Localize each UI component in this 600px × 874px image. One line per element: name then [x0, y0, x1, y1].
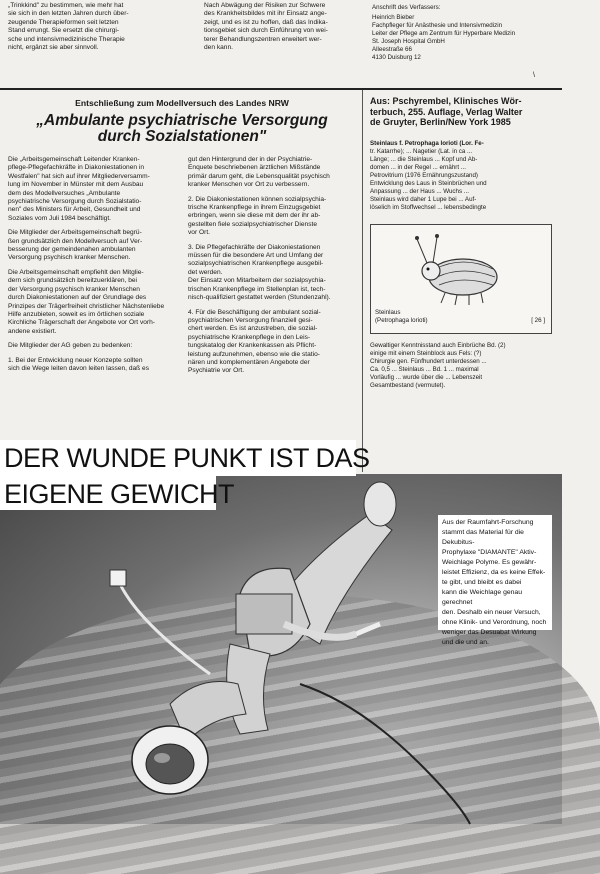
- blurb-line: leistet Effizienz, da es keine Effek-: [442, 569, 546, 576]
- article-line: Prinzipes der Trägerfreiheit christlicher Nächstenliebe: [8, 302, 165, 310]
- top-col1-line: nicht, ergänzt sie aber sinnvoll.: [8, 44, 99, 52]
- article-line: 4. Für die Beschäftigung der ambulant sozial-: [188, 308, 321, 316]
- article: [8, 98, 356, 472]
- sidebar-heading-line: de Gruyter, Berlin/New York 1985: [370, 117, 511, 128]
- article-line: pflege-Pflegefachkräfte in Diakoniestationen in: [8, 164, 144, 172]
- article-line: besserung der gemeindenahen ambulanten: [8, 246, 136, 254]
- figure-caption-line-1: Steinlaus: [375, 308, 401, 316]
- article-line: psychiatrischen Versorgung finanziell gesi-: [188, 316, 313, 324]
- top-col2-line: den kann.: [204, 44, 233, 52]
- blurb-line: stammt das Material für die Dekubitus-: [442, 529, 524, 546]
- blurb-line: te gibt, und bleibt es dabei: [442, 579, 522, 586]
- blurb-line: Prophylaxe "DIAMANTE" Aktiv-: [442, 549, 537, 556]
- address-line: Fachpfleger für Anästhesie und Intensivmedizin: [372, 22, 503, 29]
- article-line: nisch-qualifiziert gestattet werden (Stundenzahl).: [188, 294, 331, 302]
- sidebar-heading-line: terbuch, 255. Auflage, Verlag Walter: [370, 106, 523, 117]
- sidebar-heading: [370, 96, 554, 128]
- article-line: nen" des Ministers für Arbeit, Gesundheit und: [8, 206, 141, 214]
- article-line: leistung aufzunehmen, ebenso wie die statio-: [188, 350, 320, 358]
- top-col2-line: terer Behandlungszentren erweitert wer-: [204, 35, 322, 43]
- article-line: psychiatrische Versorgung durch Sozialstatio-: [8, 198, 142, 206]
- article-line: Versorgung psychisch kranker Menschen.: [8, 254, 131, 262]
- article-line: sich die Wege leiten davon leiten lassen, daß es: [8, 364, 149, 372]
- top-col1-line: Stand errungt. Sie ersetzt die chirurgi-: [8, 27, 120, 35]
- article-line: Westfalen" hat sich auf ihrer Mitgliederversamm-: [8, 172, 150, 180]
- article-line: andene existiert.: [8, 327, 57, 335]
- address-line: Alleestraße 66: [372, 46, 412, 53]
- top-col2-line: tionsgebiet sich durch Einführung von wei-: [204, 27, 328, 35]
- address-line: 4130 Duisburg 12: [372, 54, 421, 61]
- sidebar-entry-line: Länge; ... die Steinlaus ... Kopf und Ab-: [370, 155, 478, 163]
- top-col1-line: sie sich in den letzten Jahren durch über-: [8, 10, 129, 18]
- blurb-line: den. Deshalb ein neuer Versuch,: [442, 609, 541, 616]
- sidebar-entry-line: Steinlaus wird daher 1 Lupe bei ... Auf-: [370, 195, 477, 203]
- top-col2-line: zeigt, und es ist zu hoffen, daß das Indika-: [204, 18, 328, 26]
- author-address: [372, 4, 552, 82]
- article-line: Die Arbeitsgemeinschaft empfiehlt den Mitglie-: [8, 268, 144, 276]
- article-line: primär darum geht, die Lebensqualität psychisch: [188, 172, 330, 180]
- feature-headline-line-2: EIGENE GEWICHT: [4, 479, 235, 509]
- feature-headline-line-1: DER WUNDE PUNKT IST DAS: [4, 443, 370, 473]
- blurb-line: Weichlage Polyme. Es gewähr-: [442, 559, 537, 566]
- sidebar-after-line: Gesamtbestand (vermutet).: [370, 381, 446, 389]
- article-title-line-2: durch Sozialstationen": [97, 128, 267, 145]
- steinlaus-figure: [370, 224, 552, 334]
- feature-blurb: [438, 515, 552, 646]
- article-line: gut den Hintergrund der in der Psychiatrie-: [188, 156, 313, 163]
- address-line: Heinrich Bieber: [372, 14, 415, 21]
- top-col2-line: des Krankheitsbildes mit ihr Einsatz ange-: [204, 10, 327, 18]
- article-line: 2. Die Diakoniestationen können sozialpsychia-: [188, 195, 327, 203]
- article-line: müssen für die besondere Art und Umfang der: [188, 252, 324, 260]
- page-mark: \: [533, 72, 535, 79]
- article-line: erbringen, wenn sie diese mit dem der ihr ab-: [188, 212, 321, 220]
- sidebar-entry: [370, 140, 554, 216]
- article-line: gestellten fiele sozialpsychiatrischer Dienste: [188, 220, 318, 228]
- address-title: Anschrift des Verfassers:: [372, 4, 441, 11]
- article-line: chert werden. Es ist anzustreben, die sozial-: [188, 325, 318, 333]
- sidebar-entry-line: Petrovitrium (1976 Ernährungszustand): [370, 171, 478, 179]
- article-line: der Versorgung psychisch kranker Menschen: [8, 285, 140, 293]
- sidebar-entry-line: Anpassung ... der Haus ... Wuchs ...: [370, 187, 469, 195]
- sidebar-heading-line: Aus: Pschyrembel, Klinisches Wör-: [370, 96, 522, 106]
- article-line: dem des Modellversuches „Ambulante: [8, 189, 121, 197]
- figure-number: [ 26 ]: [531, 316, 545, 324]
- sidebar: [370, 96, 554, 472]
- top-col1-line: „Trinkkind" zu bestimmen, wie mehr hat: [8, 2, 124, 9]
- sidebar-divider: [362, 90, 363, 472]
- feature-blurb-box: [438, 515, 552, 646]
- blurb-line: ohne Klinik- und Verordnung, noch: [442, 619, 547, 626]
- sidebar-after: [370, 342, 554, 398]
- article-line: Die Mitglieder der Arbeitsgemeinschaft begrü-: [8, 229, 142, 237]
- article-line: sozialpsychiatrischen Krankenpflege ausgebil-: [188, 260, 324, 268]
- top-column-2: [204, 2, 364, 82]
- address-line: Leiter der Pflege am Zentrum für Hyperbare Medizin: [372, 30, 516, 37]
- top-col1-line: zeugende Therapieformen seit letzten: [8, 18, 119, 26]
- sidebar-entry-line: Steinlaus f. Petrophaga lorioti (Lor. Fe-: [370, 139, 484, 147]
- sidebar-entry-line: Entwicklung des Laus in Steinbrüchen und: [370, 179, 487, 187]
- sidebar-entry-line: löselich im Stoffwechsel ... lebensbedingte: [370, 203, 487, 211]
- sidebar-entry-line: tr. Katarrhe); ... Nagetier (Lat. in ca ...: [370, 147, 473, 155]
- sidebar-after-line: Gewaltiger Kenntnisstand auch Einbrüche Bd. (2): [370, 341, 506, 349]
- article-line: ßen grundsätzlich den Modellversuch auf Ver-: [8, 237, 143, 245]
- figure-caption: [375, 309, 428, 325]
- article-column-1: [8, 156, 176, 472]
- article-line: Die Mitglieder der AG geben zu bedenken:: [8, 342, 133, 350]
- article-line: vor Ort.: [188, 229, 210, 237]
- article-line: Kirchliche Trägerschaft der Angebote vor Ort vorh-: [8, 319, 155, 327]
- article-line: tungskatalog der Krankenkassen als Pflicht-: [188, 342, 317, 350]
- address-line: St. Joseph Hospital GmbH: [372, 38, 445, 45]
- article-column-2: [188, 156, 356, 472]
- article-line: Psychiatrie vor Ort.: [188, 367, 245, 375]
- top-divider: [0, 88, 562, 90]
- article-line: Enquete beschriebenen ärztlichen Mißstände: [188, 164, 321, 172]
- article-line: lung im November in Münster mit dem Ausbau: [8, 181, 144, 189]
- article-line: nären und komplementären Angebote der: [188, 358, 310, 366]
- sidebar-after-line: Chirurgie gen. Fünfhundert unterdessen ...: [370, 357, 487, 365]
- top-column-1: [8, 2, 194, 82]
- article-line: 1. Bei der Entwicklung neuer Konzepte sollten: [8, 356, 143, 364]
- article-kicker: Entschließung zum Modellversuch des Landes NRW: [75, 98, 289, 108]
- article-line: Soziales vom Juli 1984 beschäftigt.: [8, 214, 111, 222]
- article-line: 3. Die Pflegefachkräfte der Diakoniestationen: [188, 243, 321, 251]
- figure-caption-line-2: (Petrophaga lorioti): [375, 316, 428, 324]
- steinlaus-illustration: [401, 229, 521, 309]
- article-title-line-1: „Ambulante psychiatrische Versorgung: [36, 112, 328, 129]
- article-line: det werden.: [188, 268, 223, 276]
- article-line: Hilfe anzubieten, soweit es im örtlichen soziale: [8, 310, 145, 318]
- article-line: trischen Krankenpflege im Stellenplan ist, tech-: [188, 285, 326, 293]
- top-col1-line: sche und intensivmedizinische Therapie: [8, 35, 125, 43]
- article-line: Der Einsatz von Mitarbeitern der sozialpsychia-: [188, 277, 326, 285]
- blurb-line: weniger das Desuabat Wirkung: [442, 629, 537, 636]
- article-line: psychiatrische Krankenpflege in den Leis-: [188, 333, 311, 341]
- article-line: trische Krankenpflege in ihrem Einzugsgebiet: [188, 204, 321, 212]
- sidebar-after-line: einige mit einem Steinblock aus Fels: (?): [370, 349, 482, 357]
- blurb-line: Aus der Raumfahrt-Forschung: [442, 519, 534, 526]
- sidebar-after-line: Ca. 0,5 ... Steinlaus ... Bd. 1 ... maximal: [370, 365, 479, 373]
- article-line: Die „Arbeitsgemeinschaft Leitender Kranken-: [8, 156, 140, 163]
- article-line: kranker Menschen vor Ort zu verbessern.: [188, 181, 310, 189]
- blurb-line: kann die Weichlage genau gerechnet: [442, 589, 522, 606]
- top-col2-line: Nach Abwägung der Risiken zur Schwere: [204, 2, 326, 9]
- sidebar-after-line: Vorläufig ... wurde über die ... Lebenszeit: [370, 373, 483, 381]
- sidebar-entry-line: domen ... in der Regel ... ernährt ...: [370, 163, 466, 171]
- article-line: dern sich grundsätzlich bereitzuerklären, bei: [8, 277, 138, 285]
- article-line: durch Diakoniestationen auf der Grundlage des: [8, 294, 147, 302]
- blurb-line: und die und an.: [442, 639, 489, 646]
